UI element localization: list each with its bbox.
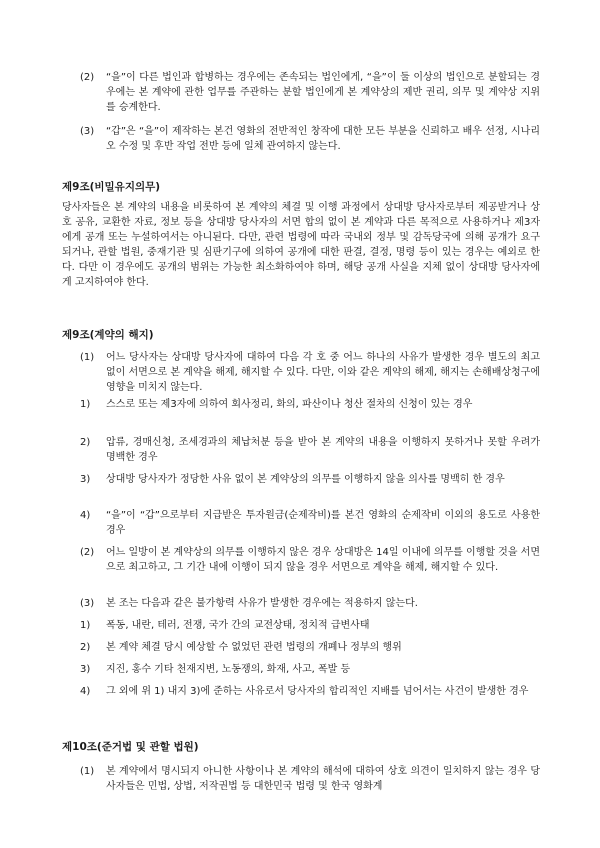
subitem-marker: 1)	[80, 620, 91, 631]
termination-item-3	[80, 596, 540, 611]
subitem-marker: 2)	[80, 437, 91, 448]
termination-subitem-3	[80, 472, 540, 487]
subitem-text: 스스로 또는 제3자에 의하여 회사정리, 화의, 파산이나 청산 절차의 신청이 있는 경우	[106, 399, 473, 410]
item-marker: (2)	[80, 547, 95, 558]
clause-8-item-3	[80, 124, 540, 154]
item-text: 본 계약에서 명시되지 아니한 사항이나 본 계약의 해석에 대하여 상호 의견이 일치하지 않는 경우 당사자들은 민법, 상법, 저작권법 등 대한민국 법령 및 한국 영화계	[106, 766, 540, 792]
clause-8-item-2	[80, 70, 540, 115]
item-text: “갑”은 “을”이 제작하는 본건 영화의 전반적인 창작에 대한 모든 부분을 신뢰하고 배우 선정, 시나리오 수정 및 후반 작업 전반 등에 일체 관여하지 않는다.	[106, 126, 540, 152]
termination-subitem-4	[80, 508, 540, 538]
article-9-confidentiality-heading: 제9조(비밀유지의무)	[62, 181, 161, 193]
subitem-text: 압류, 경매신청, 조세경과의 체납처분 등을 받아 본 계약의 내용을 이행하지 못하거나 못할 우려가 명백한 경우	[106, 437, 540, 463]
item-marker: (3)	[80, 598, 95, 609]
termination-item-2	[80, 545, 540, 575]
force-majeure-subitem-2	[80, 640, 540, 655]
item-marker: (1)	[80, 352, 95, 363]
item-text: 어느 당사자는 상대방 당사자에 대하여 다음 각 호 중 어느 하나의 사유가 발생한 경우 별도의 최고 없이 서면으로 본 계약을 해제, 해지할 수 있다. 다만, 이와 같은 계약의 해제, 해지는 손해배상청구에 영향을 미치지 않는다.	[106, 352, 540, 393]
article-9-confidentiality-body: 당사자들은 본 계약의 내용을 비롯하여 본 계약의 체결 및 이행 과정에서 상대방 당사자로부터 제공받거나 상호 공유, 교환한 자료, 정보 등을 상대방 당사자의 서면 합의 없이 본 계약과 다른 목적으로 사용하거나 제3자에게 공개 또는 누설하여서는 아니된다. 다만, 관련 법령에 따라 국내외 정부 및 감독당국에 의해 공개가 요구되거나, 관할 법원, 중재기관 및 심판기구에 의하여 공개에 대한 판결, 결정, 명령 등이 있는 경우는 예외로 한다. 다만 이 경우에도 공개의 범위는 가능한 최소화하여야 하며, 해당 공개 사실을 지체 없이 상대방 당사자에게 고지하여야 한다.	[62, 202, 540, 288]
subitem-marker: 4)	[80, 686, 91, 697]
force-majeure-subitem-4	[80, 684, 540, 699]
force-majeure-subitem-3	[80, 662, 540, 677]
item-marker: (3)	[80, 126, 95, 137]
termination-subitem-1	[80, 397, 540, 412]
subitem-text: 그 외에 위 1) 내지 3)에 준하는 사유로서 당사자의 합리적인 지배를 넘어서는 사건이 발생한 경우	[106, 686, 529, 697]
subitem-text: “을”이 “갑”으로부터 지급받은 투자원금(순제작비)를 본건 영화의 순제작비 이외의 용도로 사용한 경우	[106, 510, 540, 536]
article-9-termination-heading: 제9조(계약의 해지)	[62, 329, 154, 341]
termination-subitem-2	[80, 435, 540, 465]
force-majeure-subitem-1	[80, 618, 540, 633]
subitem-marker: 1)	[80, 399, 91, 410]
item-text: 어느 일방이 본 계약상의 의무를 이행하지 않은 경우 상대방은 14일 이내에 의무를 이행할 것을 서면으로 최고하고, 그 기간 내에 이행이 되지 않을 경우 서면으로 계약을 해제, 해지할 수 있다.	[106, 547, 540, 573]
subitem-marker: 3)	[80, 664, 91, 675]
subitem-text: 폭동, 내란, 테러, 전쟁, 국가 간의 교전상태, 정치적 급변사태	[106, 620, 370, 631]
item-marker: (2)	[80, 72, 95, 83]
subitem-marker: 3)	[80, 474, 91, 485]
subitem-text: 본 계약 체결 당시 예상할 수 없었던 관련 법령의 개폐나 정부의 행위	[106, 642, 402, 653]
termination-item-1	[80, 350, 540, 395]
item-marker: (1)	[80, 766, 95, 777]
subitem-text: 지진, 홍수 기타 천재지변, 노동쟁의, 화재, 사고, 폭발 등	[106, 664, 351, 675]
article-10-item-1	[80, 764, 540, 794]
article-10-governing-law-heading: 제10조(준거법 및 관할 법원)	[62, 741, 199, 753]
item-text: “을”이 다른 법인과 합병하는 경우에는 존속되는 법인에게, “을”이 둘 이상의 법인으로 분할되는 경우에는 본 계약에 관한 업무를 주관하는 분할 법인에게 본 계약상의 제반 권리, 의무 및 계약상 지위를 승계한다.	[106, 72, 540, 113]
subitem-marker: 4)	[80, 510, 91, 521]
subitem-text: 상대방 당사자가 정당한 사유 없이 본 계약상의 의무를 이행하지 않을 의사를 명백히 한 경우	[106, 474, 505, 485]
item-text: 본 조는 다음과 같은 불가항력 사유가 발생한 경우에는 적용하지 않는다.	[106, 598, 418, 609]
subitem-marker: 2)	[80, 642, 91, 653]
